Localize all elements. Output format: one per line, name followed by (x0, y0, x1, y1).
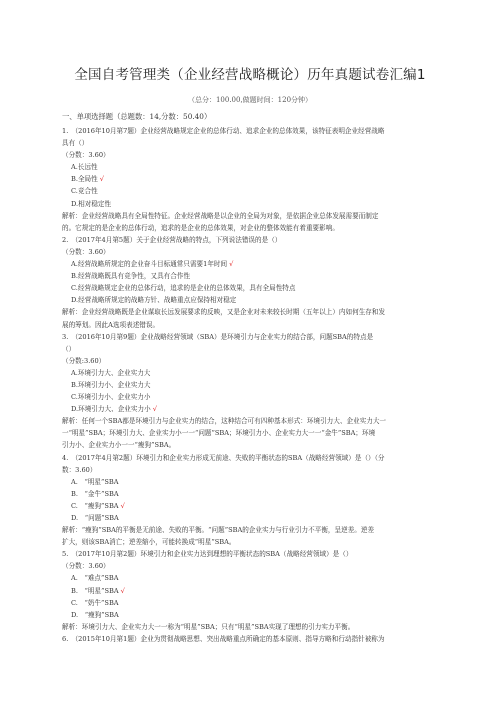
section-heading: 一、单项选择题（总题数：14,分数：50.40） (62, 112, 212, 121)
option-a: A.环境引力大、企业实力大 (71, 368, 151, 377)
question-stem: （） (62, 344, 76, 353)
correct-check-icon: √ (99, 175, 104, 184)
question-score: （分数:3.60） (62, 356, 106, 365)
option-b (62, 173, 444, 185)
explanation: 解析：企业经营战略具有全局性特征。企业经营战略是以企业的全局为对象，是依据企业总体发展需要而制定 (62, 211, 379, 220)
question-stem: 3. （2016年10月第9题）企业战略经营领域（SBA）是环境引力与企业实力的结合部，问题SBA的特点是 (62, 332, 374, 341)
question-score: （分数：3.60） (62, 247, 110, 256)
option-d: D.经营战略所规定的战略方针、战略重点应保持相对稳定 (71, 296, 237, 305)
question-1 (62, 125, 444, 234)
explanation: 的。它规定的是企业的总体行动，追求的是企业的总体效果，对企业的整体效能有着重要影响。 (62, 223, 339, 232)
correct-check-icon: √ (152, 405, 157, 414)
explanation: 一“明星”SBA；环境引力大、企业实力小一一“问题”SBA；环境引力小、企业实力大一一“金牛”SBA；环境 (62, 429, 376, 438)
option-a: A. “明星”SBA (71, 477, 119, 486)
option-text: C. “瘦狗”SBA (71, 501, 119, 510)
question-score: 数：3.60） (62, 465, 97, 474)
explanation: 解析：任何一个SBA都是环境引力与企业实力的结合，这种结合可有四种基本形式：环境引力大、企业实力大一 (62, 417, 387, 426)
option-c (62, 500, 444, 512)
option-a (62, 258, 444, 270)
option-text: B. “明星”SBA (71, 586, 119, 595)
option-b: B. “金牛”SBA (71, 489, 119, 498)
question-4 (62, 452, 444, 549)
option-d: D.相对稳定性 (71, 199, 112, 208)
question-score: （分数：3.60） (62, 562, 110, 571)
option-b: B.环境引力小、企业实力大 (71, 380, 151, 389)
correct-check-icon: √ (120, 501, 125, 510)
document-title: 全国自考管理类（企业经营战略概论）历年真题试卷汇编1 (74, 67, 426, 83)
explanation: 解析：企业经营战略既是企业谋取长远发展要求的反映，又是企业对未来较长时期（五年以上）内如何生存和发 (62, 308, 386, 317)
explanation: 引力小、企业实力小一一“瘦狗”SBA。 (62, 441, 176, 450)
option-c: C.经营战略规定企业的总体行动，追求的是企业的总体效果，具有全局性特点 (71, 284, 296, 293)
explanation: 解析：“瘦狗”SBA的平衡是无前途、失败的平衡。“问题”SBA的企业实力与行业引力不平衡，呈逆差。逆差 (62, 526, 375, 535)
option-b: B.经营战略既具有竞争性，又具有合作性 (71, 272, 191, 281)
option-d: D. “瘦狗”SBA (71, 610, 119, 619)
explanation: 扩大，则该SBA消亡；逆差缩小，可能转换成“明星”SBA。 (62, 538, 236, 547)
question-score: （分数：3.60） (62, 151, 110, 160)
document-subtitle: （总分：100.00,做题时间：120分钟） (187, 96, 313, 104)
question-6 (62, 633, 444, 645)
correct-check-icon: √ (229, 260, 234, 269)
question-stem: 6. （2015年10月第1题）企业为贯彻战略思想、突出战略重点所确定的基本原则、指导方略和行动指针被称为 (62, 634, 385, 643)
question-2 (62, 234, 444, 331)
question-stem: 1. （2016年10月第7题）企业经营战略规定企业的总体行动、追求企业的总体效果，该特征表明企业经营战略 (62, 127, 385, 135)
option-c: C.竞合性 (71, 187, 98, 196)
explanation: 解析：环境引力大、企业实力大一一称为“明星”SBA；只有“明星”SBA实现了理想的引力实力平衡。 (62, 622, 355, 631)
option-b (62, 585, 444, 597)
question-stem: 4. （2017年4月第2题）环境引力和企业实力形成无前途、失败的平衡状态的SBA（战略经营领域）是（）（分 (62, 453, 385, 462)
explanation: 展的筹划。因此A选项表述错误。 (62, 320, 160, 329)
option-a: A. “难点”SBA (71, 574, 119, 583)
document-body (62, 110, 444, 645)
question-3 (62, 331, 444, 452)
option-text: D.环境引力大、企业实力小 (71, 405, 151, 414)
option-c: C. “奶牛”SBA (71, 598, 119, 607)
option-c: C.环境引力小、企业实力小 (71, 393, 151, 402)
question-stem: 5. （2017年10月第2题）环境引力和企业实力达到理想的平衡状态的SBA（战略经营领域）是（） (62, 550, 353, 559)
option-text: A.经营战略所规定的企业奋斗目标通常只需要1年时间 (71, 260, 228, 269)
option-text: B.全局性 (71, 175, 98, 184)
question-5 (62, 548, 444, 633)
option-a: A.长远性 (71, 163, 98, 172)
correct-check-icon: √ (120, 586, 125, 595)
option-d: D. “问题”SBA (71, 514, 119, 522)
option-d (62, 403, 444, 415)
question-stem: 2. （2017年4月第5题）关于企业经营战略的特点，下列说法错误的是（） (62, 235, 282, 244)
question-stem: 具有（） (62, 139, 89, 148)
